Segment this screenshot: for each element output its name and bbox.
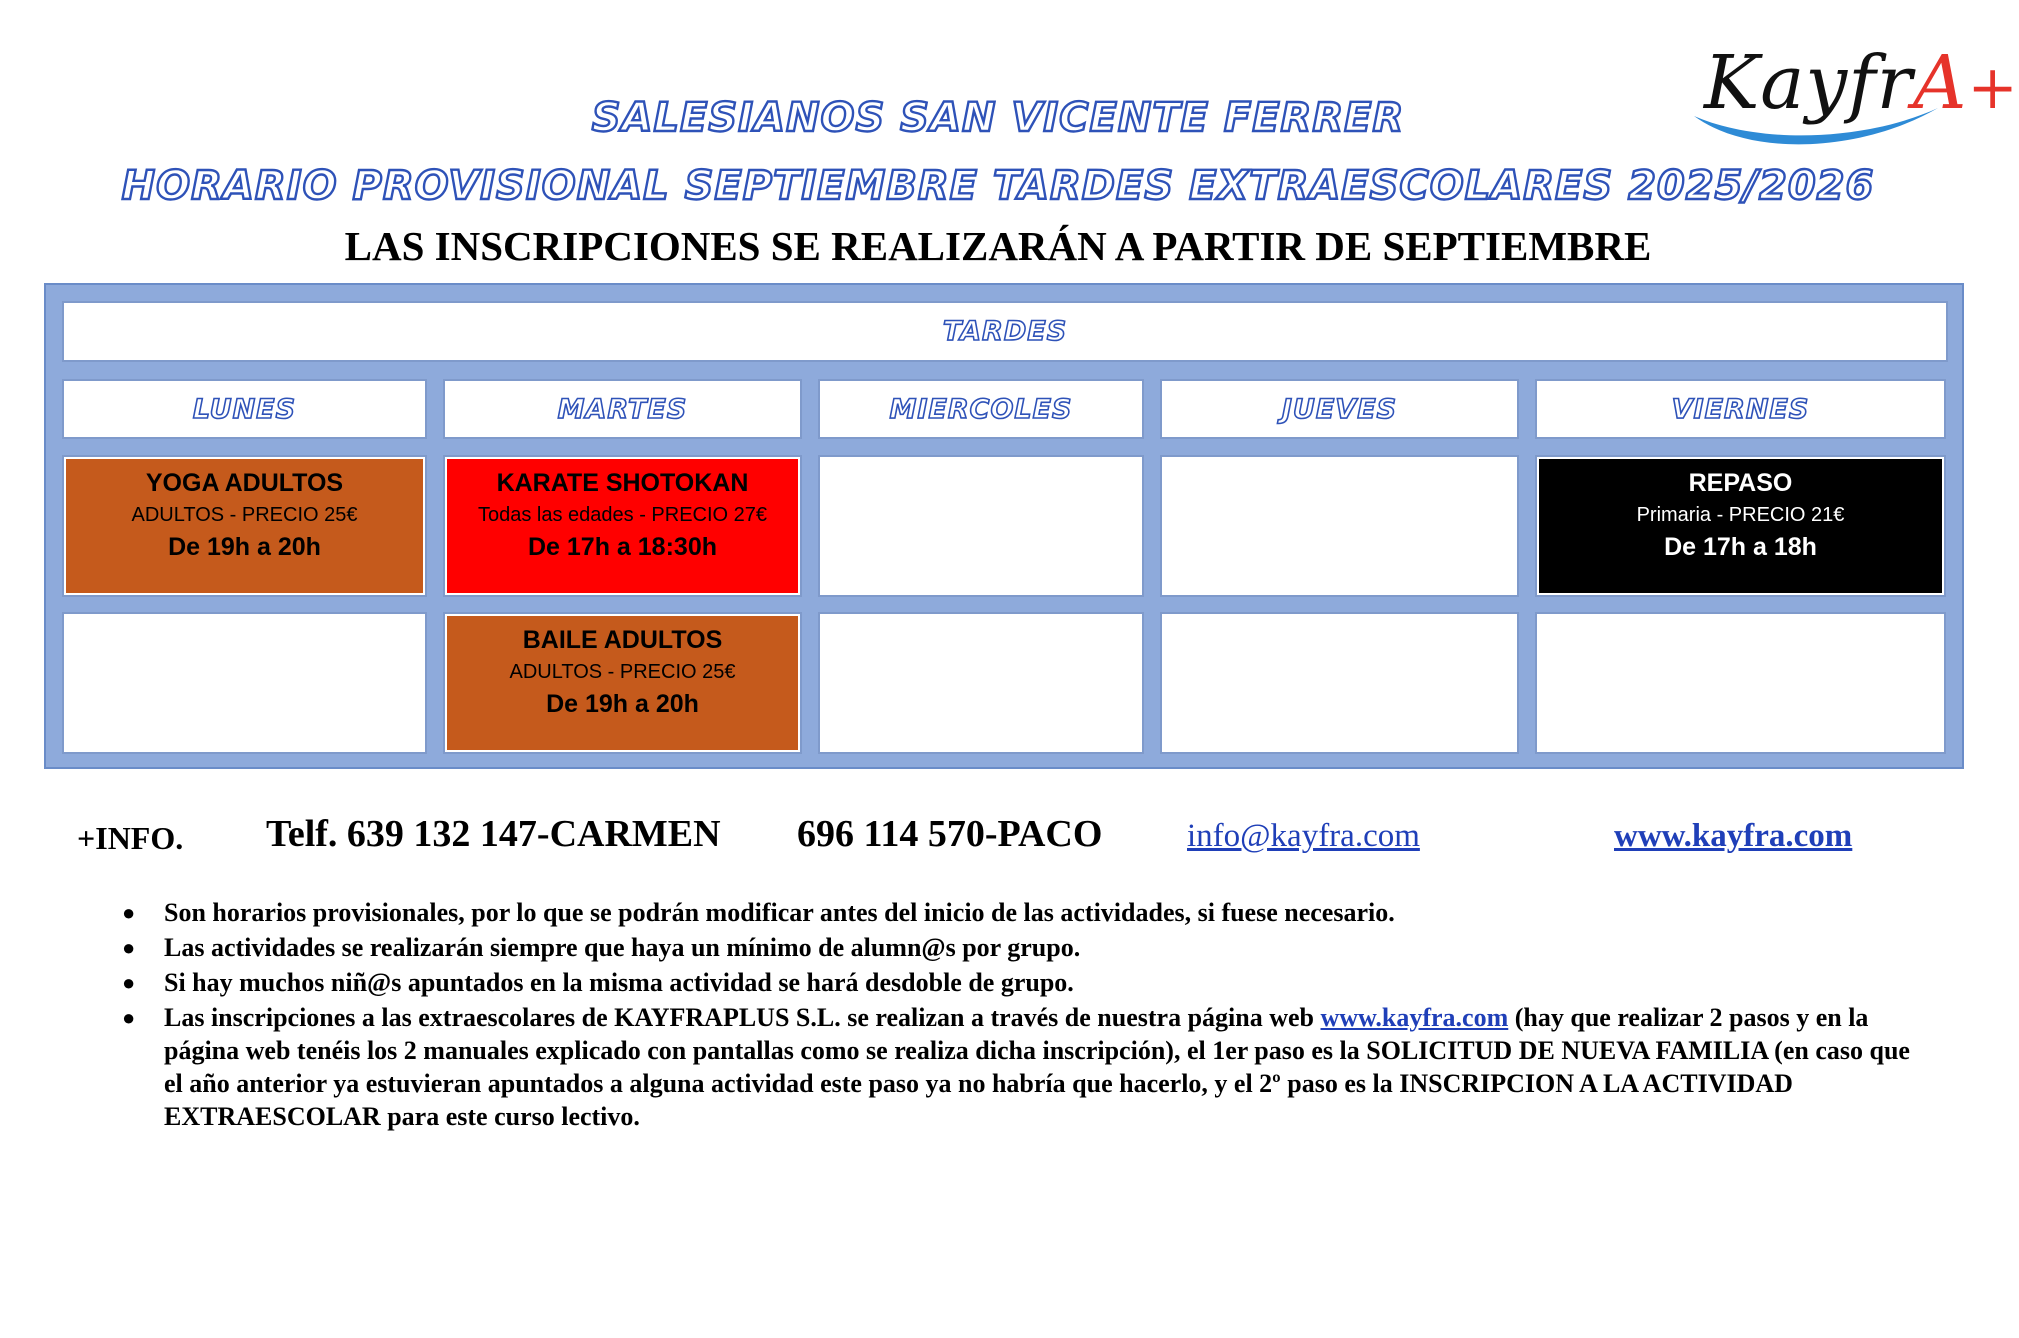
school-name: SALESIANOS SAN VICENTE FERRER xyxy=(591,95,1405,141)
activity-info: ADULTOS - PRECIO 25€ xyxy=(131,504,358,526)
schedule-title: HORARIO PROVISIONAL SEPTIEMBRE TARDES EXTRAESCOLARES 2025/2026 xyxy=(121,163,1875,209)
kayfra-logo xyxy=(1688,38,2019,158)
list-item xyxy=(120,896,1920,929)
bullet-icon: ● xyxy=(122,970,136,995)
section-header-label: TARDES xyxy=(942,316,1068,347)
activity-title: KARATE SHOTOKAN xyxy=(496,469,749,497)
activity-title: BAILE ADULTOS xyxy=(522,626,723,654)
day-header-label: VIERNES xyxy=(1671,393,1810,425)
list-item xyxy=(120,1001,1920,1133)
activity-info: ADULTOS - PRECIO 25€ xyxy=(509,661,736,683)
activity-time: De 17h a 18h xyxy=(1664,533,1817,561)
day-header-label: MIERCOLES xyxy=(889,393,1073,425)
day-header-lunes xyxy=(62,379,427,439)
activity-cell xyxy=(443,455,802,597)
note-text: Son horarios provisionales, por lo que se podrán modificar antes del inicio de las actividades, si fuese necesario. xyxy=(164,898,1395,927)
activity-info: Primaria - PRECIO 21€ xyxy=(1636,504,1845,526)
info-label: +INFO. xyxy=(77,820,184,856)
section-header xyxy=(62,301,1948,362)
day-header-martes xyxy=(443,379,802,439)
activity-cell xyxy=(1535,455,1946,597)
phone-carmen: Telf. 639 132 147-CARMEN xyxy=(266,813,721,855)
note-text: (hay que realizar 2 pasos y en la página web tenéis los 2 manuales explicado con pantallas como se realiza dicha inscripción), el 1er paso es la SOLICITUD DE NUEVA FAMILIA (en caso que el año anterior ya estuvieran apuntados a alguna actividad este paso ya no habría que hacerlo, y el 2º paso es la INSCRIPCION A LA ACTIVIDAD EXTRAESCOLAR para este curso lectivo. xyxy=(164,1003,1910,1131)
empty-cell xyxy=(1160,612,1519,754)
activity-time: De 17h a 18:30h xyxy=(528,533,717,561)
bullet-icon: ● xyxy=(122,1005,136,1030)
activity-time: De 19h a 20h xyxy=(168,533,321,561)
empty-cell xyxy=(818,612,1144,754)
day-header-viernes xyxy=(1535,379,1946,439)
empty-cell xyxy=(818,455,1144,597)
registration-notice: LAS INSCRIPCIONES SE REALIZARÁN A PARTIR DE SEPTIEMBRE xyxy=(344,223,1652,269)
schedule-table xyxy=(44,283,1964,769)
day-header-label: MARTES xyxy=(557,393,688,425)
logo-accent: A xyxy=(1912,40,1968,126)
activity-cell xyxy=(62,455,427,597)
phone-paco: 696 114 570-PACO xyxy=(797,813,1103,855)
empty-cell xyxy=(62,612,427,754)
note-text: Las inscripciones a las extraescolares de KAYFRAPLUS S.L. se realizan a través de nuestra página web xyxy=(164,1003,1321,1032)
day-header-jueves xyxy=(1160,379,1519,439)
note-text: Si hay muchos niñ@s apuntados en la misma actividad se hará desdoble de grupo. xyxy=(164,968,1074,997)
activity-title: YOGA ADULTOS xyxy=(145,469,344,497)
empty-cell xyxy=(1535,612,1946,754)
bullet-icon: ● xyxy=(122,935,136,960)
website-link[interactable]: www.kayfra.com xyxy=(1614,818,1853,854)
empty-cell xyxy=(1160,455,1519,597)
activity-info: Todas las edades - PRECIO 27€ xyxy=(477,504,768,526)
contact-line xyxy=(0,812,1996,862)
logo-plus: + xyxy=(1967,53,2019,123)
day-header-label: LUNES xyxy=(192,393,297,425)
activity-cell xyxy=(443,612,802,754)
activity-title: REPASO xyxy=(1688,469,1793,497)
email-link[interactable]: info@kayfra.com xyxy=(1187,818,1420,854)
notes-list xyxy=(120,896,1920,1135)
day-header-miercoles xyxy=(818,379,1144,439)
list-item xyxy=(120,966,1920,999)
website-link-inline[interactable]: www.kayfra.com xyxy=(1320,1003,1509,1032)
day-header-label: JUEVES xyxy=(1281,393,1398,425)
note-text: Las actividades se realizarán siempre que haya un mínimo de alumn@s por grupo. xyxy=(164,933,1081,962)
logo-swoosh-icon xyxy=(1688,98,1948,158)
logo-text: Kayfr xyxy=(1704,40,1913,126)
list-item xyxy=(120,931,1920,964)
bullet-icon: ● xyxy=(122,900,136,925)
activity-time: De 19h a 20h xyxy=(546,690,699,718)
